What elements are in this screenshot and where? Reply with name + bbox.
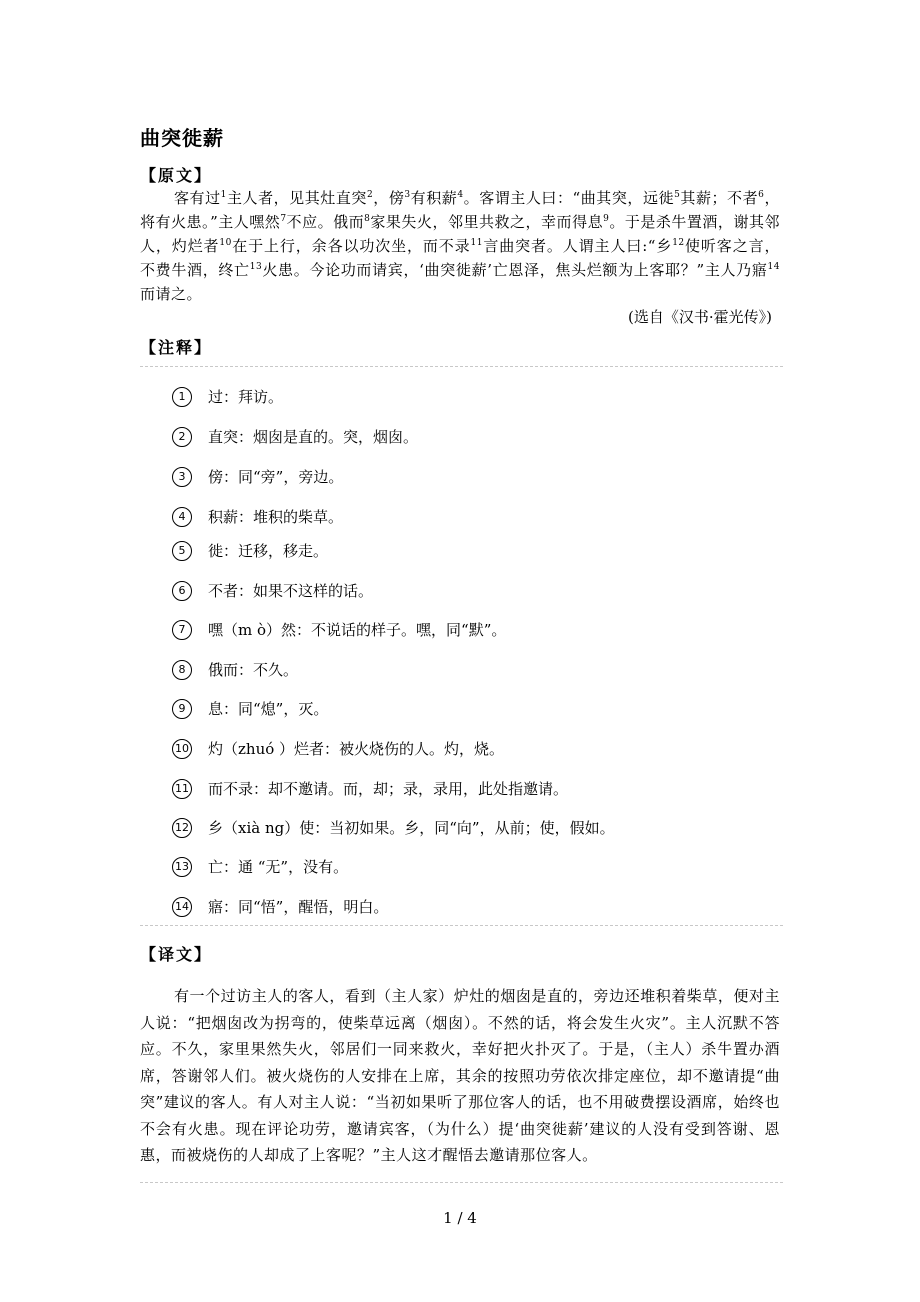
note-item [172,778,568,800]
note-text: 灼（zhuó ）烂者：被火烧伤的人。灼，烧。 [208,740,505,758]
note-number: 1 [172,387,192,407]
translation-bottom-divider [140,1182,783,1183]
note-item [172,659,298,681]
original-text-part: 在于上行，余各以功次坐，而不录 [231,237,471,255]
original-text-part: 其薪；不者 [680,189,759,207]
original-text-part: 客有过 [174,189,221,207]
footnote-ref: 5 [674,190,681,200]
translation-text: 有一个过访主人的客人，看到（主人家）炉灶的烟囱是直的，旁边还堆积着柴草，便对主人说：“把烟囱改为拐弯的，使柴草远离（烟囱）。不然的话，将会发生火灾”。主人沉默不答应。不久，家里果然失火，邻居们一同来救火，幸好把火扑灭了。于是，（主人）杀牛置办酒席，答谢邻人们。被火烧伤的人安排在上席，其余的按照功劳依次排定座位，却不邀请提“曲突”建议的客人。有人对主人说：“当初如果听了那位客人的话，也不用破费摆设酒席，始终也不会有火患。现在评论功劳，邀请宾客，（为什么）提‘曲突徙薪’建议的人没有受到答谢、恩惠，而被烧伤的人却成了上客呢？”主人这才醒悟去邀请那位客人。 [140,987,780,1164]
source-citation: (选自《汉书·霍光传》) [628,308,772,326]
note-item [172,426,418,448]
note-text: 不者：如果不这样的话。 [208,582,374,600]
note-text: 积薪：堆积的柴草。 [208,508,344,526]
footnote-ref: 4 [457,190,464,200]
original-text-part: 使听客之言，不费牛酒，终亡 [140,237,780,279]
note-number: 11 [172,779,192,799]
footnote-ref: 1 [220,190,227,200]
note-item [172,540,328,562]
note-item [172,698,328,720]
note-item [172,896,388,918]
section-heading-translation: 【译文】 [140,945,213,964]
notes-top-divider [140,366,783,367]
note-number: 10 [172,739,192,759]
note-number: 14 [172,897,192,917]
footnote-ref: 6 [758,190,765,200]
note-number: 13 [172,857,192,877]
note-item [172,619,506,641]
original-text-part: 主人者，见其灶直突 [226,189,367,207]
footnote-ref: 13 [249,262,263,272]
note-text: 息：同“熄”，灭。 [208,700,329,718]
note-number: 8 [172,660,192,680]
notes-bottom-divider [140,925,783,926]
note-number: 6 [172,581,192,601]
note-item [172,856,348,878]
note-number: 12 [172,818,192,838]
note-text: 而不录：却不邀请。而，却；录，录用，此处指邀请。 [208,780,569,798]
original-text-part: 火患。今论功而请宾，‘曲突徙薪’亡恩泽，焦头烂额为上客耶？”主人乃寤 [262,261,768,279]
note-number: 9 [172,699,192,719]
note-text: 傍：同“旁”，旁边。 [208,468,344,486]
section-heading-notes: 【注释】 [140,338,213,357]
original-text-part: 家果失火，邻里共救之，幸而得息 [370,213,604,231]
note-text: 亡：通 “无”，没有。 [208,858,349,876]
note-item [172,738,504,760]
note-item [172,817,615,839]
note-item [172,506,343,528]
original-text [140,186,780,306]
original-text-part: 。客谓主人曰：“曲其突，远徙 [463,189,675,207]
note-number: 4 [172,507,192,527]
footnote-ref: 11 [470,238,483,248]
footnote-ref: 14 [767,262,780,272]
footnote-ref: 12 [672,238,685,248]
original-text-part: 言曲突者。人谓主人曰:“乡 [482,237,673,255]
note-number: 5 [172,541,192,561]
original-text-part: 有积薪 [410,189,458,207]
footnote-ref: 8 [364,214,371,224]
original-text-part: ，傍 [373,189,405,207]
note-text: 徙：迁移，移走。 [208,542,329,560]
note-text: 直突：烟囱是直的。突，烟囱。 [208,428,419,446]
original-text-part: 。于是杀牛置酒，谢其邻人，灼烂者 [140,213,780,255]
note-number: 2 [172,427,192,447]
note-text: 过：拜访。 [208,388,284,406]
page-title: 曲突徙薪 [140,126,224,150]
original-text-part: 不应。俄而 [286,213,365,231]
note-item [172,386,283,408]
footnote-ref: 9 [603,214,610,224]
footnote-ref: 10 [219,238,232,248]
note-text: 乡（xià ng）使：当初如果。乡，同“向”，从前；使，假如。 [208,819,615,837]
footnote-ref: 3 [404,190,411,200]
note-item [172,466,343,488]
note-text: 嘿（m ò）然：不说话的样子。嘿，同“默”。 [208,621,507,639]
footnote-ref: 7 [280,214,287,224]
original-text-part: 而请之。 [140,285,203,303]
section-heading-original: 【原文】 [140,166,213,185]
footnote-ref: 2 [366,190,374,200]
note-item [172,580,373,602]
note-text: 寤：同“悟”，醒悟，明白。 [208,898,389,916]
page-number: 1 / 4 [443,1209,477,1227]
original-text-part: ，将有火患。”主人嘿然 [140,189,780,231]
note-text: 俄而：不久。 [208,661,299,679]
note-number: 3 [172,467,192,487]
note-number: 7 [172,620,192,640]
